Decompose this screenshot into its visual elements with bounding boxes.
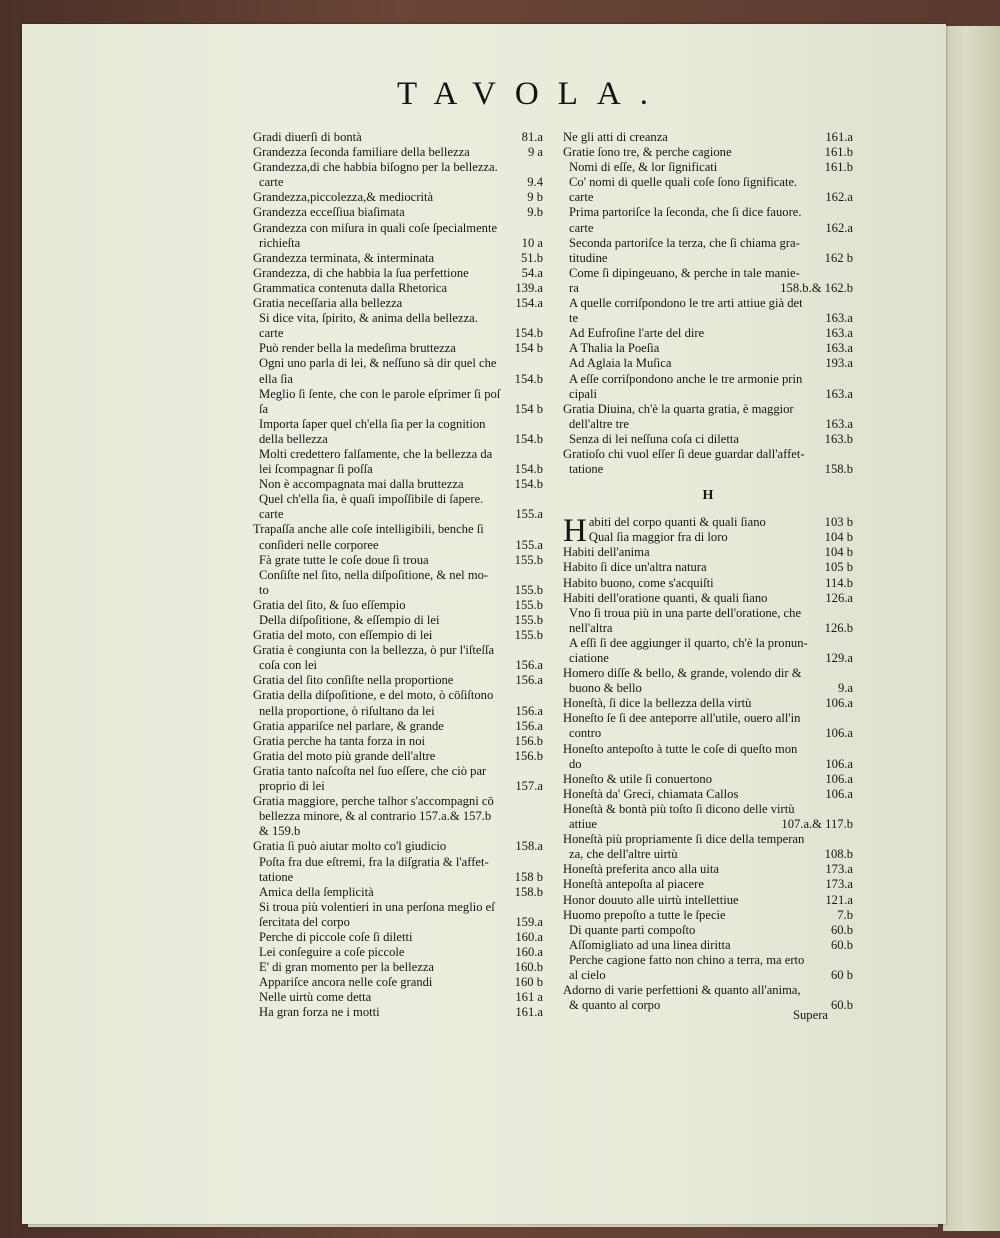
entry-text: Amica della ſemplicità bbox=[259, 884, 374, 899]
entry-text: tatione bbox=[569, 462, 604, 477]
entry-page-ref: 154.b bbox=[514, 462, 543, 477]
entry-text: te bbox=[569, 311, 579, 326]
entry-text: Conſiſte nel ſito, nella diſpoſitione, & nel mo- bbox=[259, 567, 489, 582]
entry-text: Co' nomi di quelle quali coſe ſono ſignificate. bbox=[569, 175, 798, 190]
index-entry bbox=[253, 643, 543, 673]
entry-text: ella ſia bbox=[259, 371, 293, 386]
entry-text: A quelle corriſpondono le tre arti attiue già det bbox=[569, 296, 803, 311]
entry-page-ref: 158.a bbox=[515, 839, 543, 854]
index-entry bbox=[253, 387, 543, 417]
entry-page-ref: 114.b bbox=[825, 575, 853, 590]
index-entry bbox=[563, 130, 853, 145]
index-entry bbox=[253, 839, 543, 854]
index-entry bbox=[563, 432, 853, 447]
entry-text: Gratia appariſce nel parlare, & grande bbox=[253, 718, 444, 733]
entry-text: carte bbox=[259, 326, 284, 341]
entry-text: Grandezza terminata, & interminata bbox=[253, 250, 435, 265]
entry-page-ref: 106.a bbox=[825, 726, 853, 741]
entry-text: Nomi di eſſe, & lor ſignificati bbox=[569, 160, 718, 175]
entry-page-ref: 60.b bbox=[830, 937, 853, 952]
entry-page-ref: 155.a bbox=[515, 537, 543, 552]
entry-text: bellezza minore, & al contrario 157.a.& 157.b bbox=[259, 809, 492, 824]
entry-text: abiti del corpo quanti & quali ſiano bbox=[588, 515, 766, 530]
entry-text: Gratia è congiunta con la bellezza, ò pur l'iſteſſa bbox=[253, 643, 495, 658]
index-entry bbox=[563, 326, 853, 341]
entry-text: Senza di lei neſſuna coſa ci diletta bbox=[569, 431, 739, 446]
entry-text: Seconda partoriſce la terza, che ſi chiama gra- bbox=[569, 235, 800, 250]
entry-text: Honeſtà antepoſta al piacere bbox=[563, 877, 704, 892]
entry-text: al cielo bbox=[569, 967, 606, 982]
index-entry bbox=[563, 402, 853, 432]
entry-page-ref: 156.a bbox=[515, 718, 543, 733]
entry-text: Grandezza ecceſſiua biaſimata bbox=[253, 205, 405, 220]
entry-page-ref: 163.a bbox=[825, 341, 853, 356]
entry-text: Gratie ſono tre, & perche cagione bbox=[563, 145, 732, 160]
entry-page-ref: 160.a bbox=[515, 945, 543, 960]
entry-text: to bbox=[259, 582, 269, 597]
entry-page-ref: 160 b bbox=[514, 975, 543, 990]
entry-page-ref: 161.b bbox=[824, 145, 853, 160]
index-entry bbox=[253, 764, 543, 794]
entry-page-ref: 163.a bbox=[825, 326, 853, 341]
index-entry bbox=[253, 160, 543, 190]
entry-page-ref: 104 b bbox=[824, 545, 853, 560]
entry-text: nella proportione, ò riſultano da lei bbox=[259, 703, 435, 718]
entry-text: cipali bbox=[569, 386, 597, 401]
entry-page-ref: 163.a bbox=[825, 386, 853, 401]
left-index-column bbox=[253, 130, 543, 1021]
index-entry bbox=[563, 560, 853, 575]
index-entry bbox=[253, 749, 543, 764]
entry-page-ref: 106.a bbox=[825, 756, 853, 771]
index-entry bbox=[253, 673, 543, 688]
index-entry bbox=[253, 990, 543, 1005]
entry-text: Gratia tanto naſcoſta nel ſuo eſſere, che ciò par bbox=[253, 763, 487, 778]
entry-text: Gratia del moto, con eſſempio di lei bbox=[253, 628, 433, 643]
entry-text: E' di gran momento per la bellezza bbox=[259, 960, 435, 975]
index-entry bbox=[563, 787, 853, 802]
h-entries bbox=[563, 515, 853, 1013]
entry-text: do bbox=[569, 756, 582, 771]
index-entry bbox=[563, 862, 853, 877]
index-entry bbox=[253, 296, 543, 311]
index-entry bbox=[253, 960, 543, 975]
entry-page-ref: 126.a bbox=[825, 590, 853, 605]
entry-text: A Thalia la Poeſia bbox=[569, 341, 660, 356]
entry-text: carte bbox=[259, 175, 284, 190]
entry-text: Huomo prepoſto a tutte le ſpecie bbox=[563, 907, 726, 922]
entry-page-ref: 9 a bbox=[527, 145, 543, 160]
entry-text: Vno ſi troua più in una parte dell'oratione, che bbox=[569, 605, 802, 620]
entry-text: Honeſtà da' Greci, chiamata Callos bbox=[563, 786, 739, 801]
entry-text: coſa con lei bbox=[259, 658, 318, 673]
entry-page-ref: 54.a bbox=[521, 265, 543, 280]
index-entry bbox=[563, 802, 853, 832]
index-entry bbox=[563, 832, 853, 862]
index-entry bbox=[253, 688, 543, 718]
entry-page-ref: 162 b bbox=[824, 250, 853, 265]
entry-page-ref: 103 b bbox=[824, 515, 853, 530]
entry-page-ref: 121.a bbox=[825, 892, 853, 907]
entry-page-ref: 126.b bbox=[824, 620, 853, 635]
index-entry bbox=[253, 251, 543, 266]
entry-text: Può render bella la medeſima bruttezza bbox=[259, 341, 456, 356]
entry-page-ref: 154 b bbox=[514, 341, 543, 356]
index-entry bbox=[253, 130, 543, 145]
entry-text: Honeſtà più propriamente ſi dice della temperan bbox=[563, 832, 805, 847]
entry-text: Gratioſo chi vuol eſſer ſi deue guardar dall'affet- bbox=[563, 446, 805, 461]
entry-text: carte bbox=[569, 190, 594, 205]
entry-text: Di quante parti compoſto bbox=[569, 922, 696, 937]
entry-text: Gratia ſi può aiutar molto co'l giudicio bbox=[253, 839, 447, 854]
entry-text: Poſta fra due eſtremi, fra la diſgratia & l'affet- bbox=[259, 854, 489, 869]
index-entry bbox=[563, 296, 853, 326]
entry-text: A eſſi ſi dee aggiunger il quarto, ch'è la pronun- bbox=[569, 635, 808, 650]
entry-page-ref: 108.b bbox=[824, 847, 853, 862]
entry-text: za, che dell'altre uirtù bbox=[569, 847, 678, 862]
entry-page-ref: 139.a bbox=[515, 280, 543, 295]
entry-page-ref: 158.b bbox=[514, 884, 543, 899]
next-page-edge bbox=[943, 26, 1000, 1231]
entry-page-ref: 156.a bbox=[515, 703, 543, 718]
index-entry bbox=[253, 522, 543, 552]
entry-page-ref: 154 b bbox=[514, 401, 543, 416]
entry-text: Meglio ſi ſente, che con le parole eſprimer ſi poſ bbox=[259, 386, 501, 401]
index-entry bbox=[253, 945, 543, 960]
entry-page-ref: 156.a bbox=[515, 658, 543, 673]
entry-text: Fà grate tutte le coſe doue ſi troua bbox=[259, 552, 429, 567]
entry-text: Honeſtà, ſi dice la bellezza della virtù bbox=[563, 696, 752, 711]
entry-text: Habito buono, come s'acquiſti bbox=[563, 575, 714, 590]
entry-text: Importa ſaper quel ch'ella ſia per la cognition bbox=[259, 416, 486, 431]
entry-text: Ad Eufroſine l'arte del dire bbox=[569, 326, 705, 341]
index-entry bbox=[563, 636, 853, 666]
index-entry bbox=[253, 900, 543, 930]
index-entry bbox=[253, 734, 543, 749]
entry-page-ref: 161.b bbox=[824, 160, 853, 175]
entry-text: Gratia del ſito, & ſuo eſſempio bbox=[253, 597, 406, 612]
entry-text: Honeſto antepoſto à tutte le coſe di queſto mon bbox=[563, 741, 798, 756]
entry-page-ref: 106.a bbox=[825, 696, 853, 711]
entry-page-ref: 156.b bbox=[514, 748, 543, 763]
index-entry bbox=[253, 145, 543, 160]
index-entry bbox=[563, 666, 853, 696]
index-entry bbox=[253, 190, 543, 205]
entry-text: Quel ch'ella ſia, è quaſi impoſſibile di ſapere. bbox=[259, 492, 484, 507]
entry-page-ref: 154.b bbox=[514, 371, 543, 386]
index-entry bbox=[563, 266, 853, 296]
entry-text: nell'altra bbox=[569, 620, 613, 635]
entry-text: conſideri nelle corporee bbox=[259, 537, 379, 552]
entry-page-ref: 163.a bbox=[825, 311, 853, 326]
index-entry bbox=[563, 742, 853, 772]
entry-page-ref: 173.a bbox=[825, 877, 853, 892]
index-entry bbox=[253, 356, 543, 386]
entry-text: Ogni uno parla di lei, & neſſuno sà dir quel che bbox=[259, 356, 497, 371]
entry-text: richieſta bbox=[259, 235, 301, 250]
entry-text: Homero diſſe & bello, & grande, volendo dir & bbox=[563, 666, 802, 681]
index-entry bbox=[563, 545, 853, 560]
entry-text: ra bbox=[569, 280, 579, 295]
entry-text: Gratia perche ha tanta forza in noi bbox=[253, 733, 426, 748]
entry-text: Trapaſſa anche alle coſe intelligibili, benche ſi bbox=[253, 522, 484, 537]
entry-page-ref: 158.b bbox=[824, 462, 853, 477]
entry-text: Ad Aglaia la Muſica bbox=[569, 356, 672, 371]
entry-page-ref: 173.a bbox=[825, 862, 853, 877]
entry-text: Gratia della diſpoſitione, e del moto, ò cōſiſtono bbox=[253, 688, 494, 703]
index-entry bbox=[253, 311, 543, 341]
entry-page-ref: 129.a bbox=[825, 651, 853, 665]
entry-page-ref: 9 b bbox=[527, 190, 543, 205]
index-entry bbox=[253, 885, 543, 900]
entry-page-ref: 154.b bbox=[514, 431, 543, 446]
catchword: Supera bbox=[793, 1008, 828, 1022]
index-entry bbox=[563, 356, 853, 371]
entry-text: Ha gran forza ne i motti bbox=[259, 1005, 380, 1020]
entry-page-ref: 81.a bbox=[521, 130, 543, 144]
entry-text: carte bbox=[259, 507, 284, 522]
entry-text: Della diſpoſitione, & eſſempio di lei bbox=[259, 613, 440, 627]
entry-text: Non è accompagnata mai dalla bruttezza bbox=[259, 477, 464, 492]
index-entry bbox=[563, 341, 853, 356]
entry-text: Gratia neceſſaria alla bellezza bbox=[253, 296, 403, 311]
index-entry bbox=[253, 975, 543, 990]
entry-text: Ne gli atti di creanza bbox=[563, 130, 668, 144]
entry-page-ref: 155.b bbox=[514, 597, 543, 612]
entry-text: Honeſtà preferita anco alla uita bbox=[563, 862, 719, 877]
index-entry bbox=[563, 175, 853, 205]
section-letter: H bbox=[702, 488, 714, 504]
index-entry bbox=[563, 447, 853, 477]
entry-text: buono & bello bbox=[569, 681, 642, 696]
index-entry bbox=[253, 855, 543, 885]
entry-page-ref: 60.b bbox=[830, 922, 853, 937]
entry-text: Come ſi dipingeuano, & perche in tale manie- bbox=[569, 265, 800, 280]
index-entry bbox=[563, 205, 853, 235]
entry-text: Prima partoriſce la ſeconda, che ſi dice fauore. bbox=[569, 205, 802, 220]
entry-page-ref: 156.b bbox=[514, 733, 543, 748]
right-index-column bbox=[563, 130, 853, 1013]
drop-cap-letter: H bbox=[563, 513, 587, 550]
entry-text: & 159.b bbox=[259, 824, 301, 839]
entry-page-ref: 159.a bbox=[515, 914, 543, 929]
entry-text: Molti credettero falſamente, che la bellezza da bbox=[259, 446, 493, 461]
entry-text: Aſſomigliato ad una linea diritta bbox=[569, 937, 731, 952]
entry-text: Gradi diuerſi di bontà bbox=[253, 130, 362, 144]
entry-text: attiue bbox=[569, 817, 597, 832]
index-entry bbox=[563, 160, 853, 175]
entry-text: ciatione bbox=[569, 651, 609, 665]
entry-text: Honeſtà & bontà più toſto ſi dicono delle virtù bbox=[563, 801, 795, 816]
entry-text: & quanto al corpo bbox=[569, 998, 661, 1013]
entry-text: Grandezza,di che habbia biſogno per la bellezza. bbox=[253, 160, 498, 175]
entry-text: proprio di lei bbox=[259, 779, 325, 794]
entry-page-ref: 154.b bbox=[514, 477, 543, 492]
entry-text: Nelle uirtù come detta bbox=[259, 990, 372, 1005]
index-entry bbox=[253, 598, 543, 613]
entry-page-ref: 157.a bbox=[515, 779, 543, 794]
entry-text: Qual ſia maggior fra di loro bbox=[588, 530, 728, 545]
entry-page-ref: 161.a bbox=[515, 1005, 543, 1020]
entry-text: tatione bbox=[259, 869, 294, 884]
entry-page-ref: 160.b bbox=[514, 960, 543, 975]
entry-page-ref: 9.4 bbox=[527, 175, 543, 190]
entry-page-ref: 104 b bbox=[824, 530, 853, 545]
entry-text: della bellezza bbox=[259, 431, 328, 446]
index-entry bbox=[253, 447, 543, 477]
entry-page-ref: 161 a bbox=[515, 990, 543, 1005]
index-entry bbox=[253, 719, 543, 734]
entry-page-ref: 107.a.& 117.b bbox=[781, 817, 853, 832]
index-entry bbox=[563, 530, 853, 545]
index-entry bbox=[253, 930, 543, 945]
entry-page-ref: 51.b bbox=[520, 250, 543, 265]
index-entry bbox=[563, 877, 853, 892]
entry-text: ſa bbox=[259, 401, 269, 416]
entry-page-ref: 105 b bbox=[824, 560, 853, 575]
entry-text: Gratia del ſito conſiſte nella proportione bbox=[253, 673, 454, 688]
entry-page-ref: 155.b bbox=[514, 582, 543, 597]
entry-page-ref: 9.b bbox=[527, 205, 543, 220]
index-entry bbox=[253, 553, 543, 568]
index-entry bbox=[563, 938, 853, 953]
index-entry bbox=[253, 281, 543, 296]
entry-text: Appariſce ancora nelle coſe grandi bbox=[259, 975, 433, 990]
entry-page-ref: 155.b bbox=[514, 613, 543, 627]
index-entry bbox=[253, 205, 543, 220]
index-entry bbox=[563, 908, 853, 923]
entry-text: lei ſcompagnar ſi poſſa bbox=[259, 462, 373, 477]
entry-text: titudine bbox=[569, 250, 608, 265]
index-entry bbox=[563, 372, 853, 402]
entry-text: Perche cagione fatto non chino a terra, ma erto bbox=[569, 952, 805, 967]
index-entry bbox=[563, 606, 853, 636]
index-entry bbox=[253, 613, 543, 628]
entry-text: contro bbox=[569, 726, 602, 741]
entry-page-ref: 163.b bbox=[824, 431, 853, 446]
entry-page-ref: 9.a bbox=[837, 681, 853, 696]
entry-text: Habiti dell'anima bbox=[563, 545, 650, 560]
entry-page-ref: 162.a bbox=[825, 190, 853, 205]
entry-page-ref: 154.b bbox=[514, 326, 543, 341]
entry-page-ref: 106.a bbox=[825, 786, 853, 801]
entry-text: Grandezza con miſura in quali coſe ſpecialmente bbox=[253, 220, 498, 235]
entry-page-ref: 161.a bbox=[825, 130, 853, 144]
index-entry bbox=[563, 923, 853, 938]
entry-text: Grandezza, di che habbia la ſua perfettione bbox=[253, 265, 469, 280]
entry-text: Honeſto ſe ſi dee anteporre all'utile, ouero all'in bbox=[563, 711, 801, 726]
index-entry bbox=[253, 221, 543, 251]
index-entry bbox=[563, 145, 853, 160]
index-entry bbox=[253, 628, 543, 643]
index-entry bbox=[253, 477, 543, 492]
entry-text: Grammatica contenuta dalla Rhetorica bbox=[253, 280, 448, 295]
entry-text: Habito ſi dice un'altra natura bbox=[563, 560, 707, 575]
entry-text: Gratia maggiore, perche talhor s'accompagni cō bbox=[253, 794, 494, 809]
index-entry bbox=[253, 266, 543, 281]
g-entries bbox=[563, 130, 853, 477]
entry-text: carte bbox=[569, 220, 594, 235]
entry-page-ref: 163.a bbox=[825, 416, 853, 431]
entry-page-ref: 10 a bbox=[521, 235, 543, 250]
entry-page-ref: 155.a bbox=[515, 507, 543, 522]
index-entry bbox=[563, 576, 853, 591]
index-entry bbox=[563, 711, 853, 741]
entry-page-ref: 160.a bbox=[515, 929, 543, 944]
entry-text: Lei conſeguire a coſe piccole bbox=[259, 945, 405, 960]
entry-text: ſercitata del corpo bbox=[259, 914, 350, 929]
entry-text: Honeſto & utile ſi conuertono bbox=[563, 771, 712, 786]
entry-page-ref: 106.a bbox=[825, 771, 853, 786]
index-entry bbox=[253, 492, 543, 522]
entry-text: Grandezza ſeconda familiare della bellezza bbox=[253, 145, 470, 160]
index-entry bbox=[563, 893, 853, 908]
index-entry bbox=[563, 591, 853, 606]
entry-text: Gratia Diuina, ch'è la quarta gratia, è maggior bbox=[563, 401, 794, 416]
entry-page-ref: 158.b.& 162.b bbox=[780, 280, 853, 295]
entry-page-ref: 162.a bbox=[825, 220, 853, 235]
entry-page-ref: 7.b bbox=[837, 907, 853, 922]
entry-page-ref: 154.a bbox=[515, 296, 543, 311]
entry-text: dell'altre tre bbox=[569, 416, 629, 431]
index-entry bbox=[563, 953, 853, 983]
index-entry bbox=[253, 341, 543, 356]
entry-text: Grandezza,piccolezza,& mediocrità bbox=[253, 190, 434, 205]
entry-page-ref: 155.b bbox=[514, 552, 543, 567]
entry-page-ref: 60 b bbox=[830, 967, 853, 982]
entry-text: Perche di piccole coſe ſi diletti bbox=[259, 929, 413, 944]
entry-text: Honor douuto alle uirtù intellettiue bbox=[563, 892, 739, 907]
index-entry bbox=[563, 696, 853, 711]
entry-page-ref: 193.a bbox=[825, 356, 853, 371]
entry-page-ref: 60.b bbox=[830, 998, 853, 1013]
page-title: TAVOLA. bbox=[397, 76, 667, 112]
index-entry bbox=[253, 568, 543, 598]
index-entry bbox=[563, 236, 853, 266]
entry-page-ref: 158 b bbox=[514, 869, 543, 884]
entry-text: A eſſe corriſpondono anche le tre armonie prin bbox=[569, 371, 803, 386]
entry-text: Si dice vita, ſpirito, & anima della bellezza. bbox=[259, 311, 478, 326]
index-entry bbox=[563, 772, 853, 787]
entry-page-ref: 155.b bbox=[514, 628, 543, 643]
entry-text: Adorno di varie perfettioni & quanto all'anima, bbox=[563, 983, 801, 998]
entry-page-ref: 156.a bbox=[515, 673, 543, 688]
index-entry bbox=[253, 417, 543, 447]
index-entry bbox=[253, 1005, 543, 1020]
entry-text: Habiti dell'oratione quanti, & quali ſiano bbox=[563, 590, 768, 605]
entry-text: Si troua più volentieri in una perſona meglio eſ bbox=[259, 899, 495, 914]
entry-text: Gratia del moto più grande dell'altre bbox=[253, 748, 436, 763]
index-entry bbox=[253, 794, 543, 839]
